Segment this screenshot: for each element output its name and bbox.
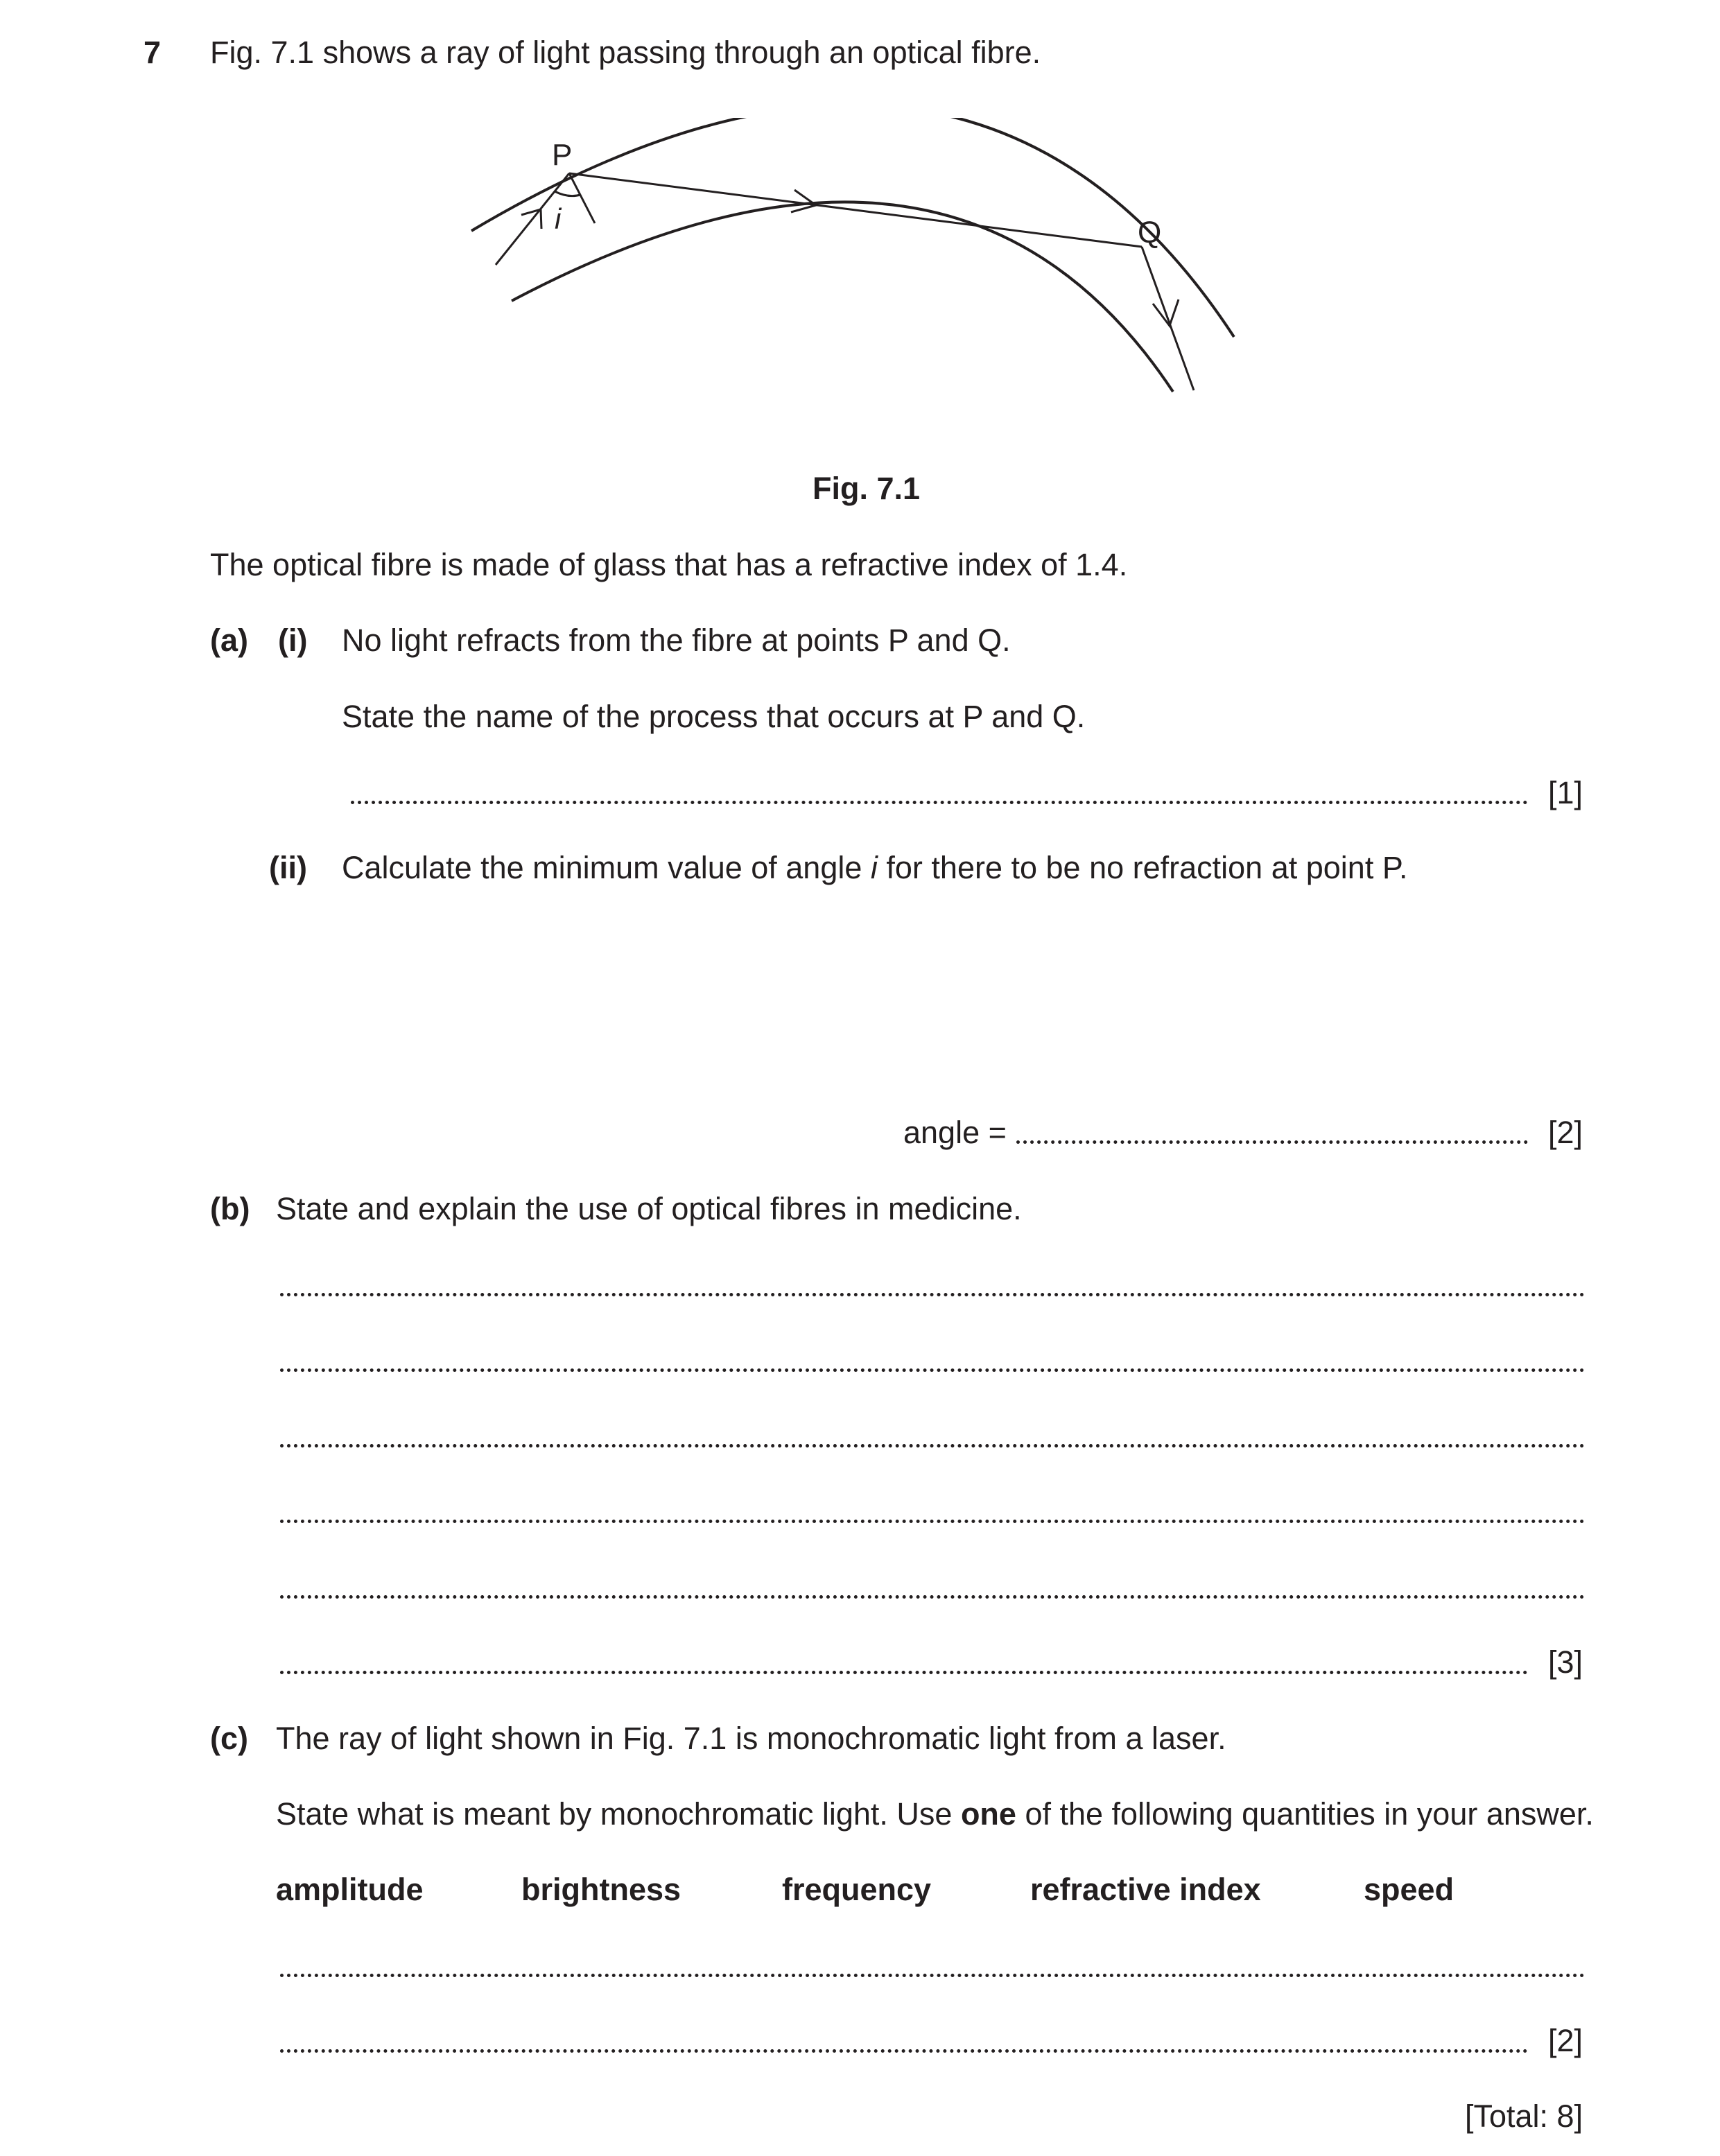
part-c-line1: The ray of light shown in Fig. 7.1 is monochromatic light from a laser. [276,1721,1226,1756]
answer-line-c-1[interactable] [280,1974,1585,1977]
answer-line-a-i[interactable] [351,801,1528,804]
marks-a-i: [1] [1548,775,1583,810]
reflected-ray-q-out [1142,247,1194,390]
answer-line-b-5[interactable] [280,1595,1585,1599]
marks-b: [3] [1548,1644,1583,1680]
part-a-ii-text-before: Calculate the minimum value of angle [342,850,871,885]
answer-line-b-6[interactable] [280,1671,1528,1674]
marks-a-ii: [2] [1548,1115,1583,1150]
part-a-i-line1: No light refracts from the fibre at points P and Q. [342,623,1011,658]
option-speed: speed [1364,1872,1454,1907]
question-intro: Fig. 7.1 shows a ray of light passing through an optical fibre. [210,35,1041,70]
total-marks: [Total: 8] [1465,2098,1583,2134]
part-a-i-label: (i) [278,623,308,658]
label-p: P [552,138,573,172]
part-c-line2 [276,1795,1594,1834]
answer-line-angle[interactable] [1016,1140,1528,1144]
option-amplitude: amplitude [276,1872,424,1907]
part-c-line2-before: State what is meant by monochromatic light. Use [276,1796,961,1832]
reflected-ray-pq [569,173,1142,247]
angle-arc [555,191,580,196]
answer-line-b-2[interactable] [280,1368,1585,1372]
part-a-ii-italic-i: i [870,850,878,885]
label-i: i [555,202,562,235]
part-a-label: (a) [210,623,248,658]
label-q: Q [1138,216,1162,250]
angle-answer-label: angle = [903,1115,1007,1150]
marks-c: [2] [1548,2023,1583,2058]
part-a-ii-text-after: for there to be no refraction at point P. [877,850,1408,885]
option-frequency: frequency [782,1872,932,1907]
answer-line-c-2[interactable] [280,2049,1528,2053]
part-a-i-line2: State the name of the process that occurs at P and Q. [342,699,1086,734]
answer-line-b-3[interactable] [280,1444,1585,1448]
part-a-ii-label: (ii) [269,850,307,885]
part-a-ii-question [342,849,1408,887]
optical-fibre-diagram [444,118,1262,409]
answer-line-b-1[interactable] [280,1293,1585,1296]
normal-at-p [569,173,595,223]
option-brightness: brightness [521,1872,681,1907]
figure-caption: Fig. 7.1 [813,471,921,506]
part-c-line2-after: of the following quantities in your answer. [1016,1796,1594,1832]
question-number: 7 [144,35,162,70]
option-refractive-index: refractive index [1030,1872,1261,1907]
context-text: The optical fibre is made of glass that has a refractive index of 1.4. [210,547,1128,582]
fibre-outer-edge [471,118,1234,337]
part-b-label: (b) [210,1191,250,1226]
answer-line-b-4[interactable] [280,1520,1585,1523]
part-c-label: (c) [210,1721,248,1756]
fibre-inner-edge [512,202,1173,392]
part-c-line2-bold: one [960,1796,1016,1832]
part-b-question: State and explain the use of optical fibres in medicine. [276,1191,1022,1226]
reflected-ray-arrow [791,190,816,212]
